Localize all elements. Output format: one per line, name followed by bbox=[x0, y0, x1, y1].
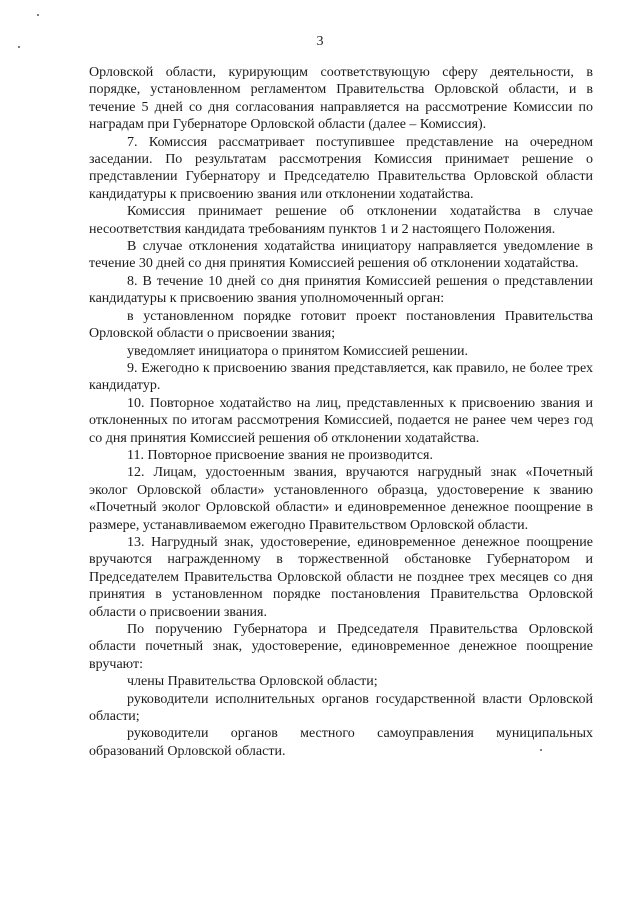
paragraph-13: 13. Нагрудный знак, удостоверение, единовременное денежное поощрение вручаются награжденному в торжественной обстановке Губернатором и Председателем Правительства Орловской области не позднее трех месяцев со дня принятия в установленном порядке постановления Правительства Орловской области о присвоении звания. bbox=[89, 534, 593, 620]
paragraph-9: 9. Ежегодно к присвоению звания представляется, как правило, не более трех кандидатур. bbox=[89, 360, 593, 394]
document-body bbox=[89, 64, 593, 760]
paragraph-commission-referral: Орловской области, курирующим соответствующую сферу деятельности, в порядке, установленном регламентом Правительства Орловской области, и в течение 5 дней со дня согласования направляется на рассмотрение Комиссии по наградам при Губернаторе Орловской области (далее – Комиссия). bbox=[89, 65, 593, 133]
paragraph-delegated-presentation: По поручению Губернатора и Председателя Правительства Орловской области почетный знак, удостоверение, единовременное денежное поощрение вручают: bbox=[89, 622, 593, 672]
paragraph-item-executive-heads: руководители исполнительных органов государственной власти Орловской области; bbox=[89, 691, 593, 725]
scan-mark bbox=[37, 14, 39, 16]
paragraph-8-item-notify: уведомляет инициатора о принятом Комиссией решении. bbox=[127, 343, 468, 359]
paragraph-rejection-notice: В случае отклонения ходатайства инициатору направляется уведомление в течение 30 дней со дня принятия Комиссией решения об отклонении ходатайства. bbox=[89, 239, 593, 272]
page-number: 3 bbox=[316, 34, 324, 49]
paragraph-11: 11. Повторное присвоение звания не производится. bbox=[127, 447, 433, 463]
paragraph-item-municipal-heads: руководители органов местного самоуправления муниципальных образований Орловской области. bbox=[89, 726, 593, 759]
paragraph-12: 12. Лицам, удостоенным звания, вручаются нагрудный знак «Почетный эколог Орловской области» установленного образца, удостоверение к званию «Почетный эколог Орловской области» и единовременное денежное поощрение в размере, устанавливаемом ежегодно Правительством Орловской области. bbox=[89, 465, 593, 533]
paragraph-rejection-grounds: Комиссия принимает решение об отклонении ходатайства в случае несоответствия кандидата требованиям пунктов 1 и 2 настоящего Положения. bbox=[89, 204, 593, 237]
paragraph-7: 7. Комиссия рассматривает поступившее представление на очередном заседании. По результатам рассмотрения Комиссия принимает решение о представлении Губернатору и Председателю Правительства Орловской области кандидатуры к присвоению звания или отклонении ходатайства. bbox=[89, 134, 593, 202]
paragraph-8: 8. В течение 10 дней со дня принятия Комиссией решения о представлении кандидатуры к присвоению звания уполномоченный орган: bbox=[89, 273, 593, 307]
paragraph-8-item-prepare-draft: в установленном порядке готовит проект постановления Правительства Орловской области о присвоении звания; bbox=[89, 308, 593, 342]
paragraph-item-government-members: члены Правительства Орловской области; bbox=[127, 674, 378, 690]
paragraph-10: 10. Повторное ходатайство на лиц, представленных к присвоению звания и отклоненных по итогам рассмотрения Комиссией, подается не ранее чем через год со дня принятия Комиссией решения об отклонении ходатайства. bbox=[89, 395, 593, 446]
